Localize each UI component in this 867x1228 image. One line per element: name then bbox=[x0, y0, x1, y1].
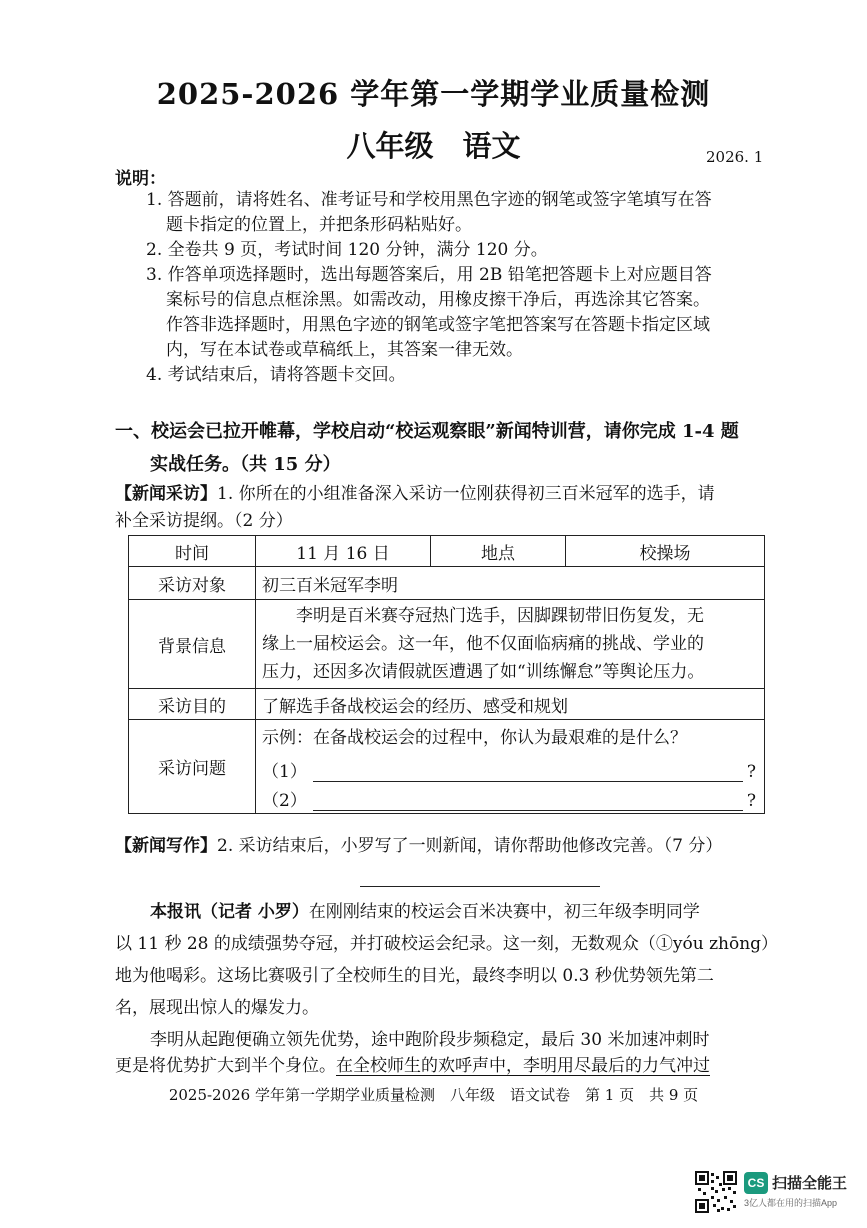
news-lead: 本报讯（记者 小罗） bbox=[150, 902, 309, 922]
question-2 bbox=[115, 834, 722, 858]
question-text: 2. 采访结束后，小罗写了一则新闻，请你帮助他修改完善。（7 分） bbox=[217, 836, 723, 856]
question-mark: ? bbox=[746, 790, 756, 811]
background-value bbox=[256, 600, 765, 689]
answer-number: （1） bbox=[262, 761, 307, 782]
background-line: 李明是百米赛夺冠热门选手，因脚踝韧带旧伤复发，无 bbox=[296, 606, 704, 626]
place-label: 地点 bbox=[431, 536, 566, 567]
table-row bbox=[129, 536, 765, 567]
exam-title: 2025-2026 学年第一学期学业质量检测 bbox=[156, 77, 711, 111]
question-text: 1. 你所在的小组准备深入采访一位刚获得初三百米冠军的选手，请 bbox=[217, 484, 715, 504]
questions-value bbox=[256, 720, 765, 814]
questions-label: 采访问题 bbox=[129, 720, 256, 814]
headline-blank[interactable] bbox=[360, 886, 600, 887]
subject-label: 采访对象 bbox=[129, 567, 256, 600]
question-1-cont: 补全采访提纲。（2 分） bbox=[115, 511, 293, 531]
qr-code-icon bbox=[695, 1171, 737, 1213]
camscanner-app-name: 扫描全能王 bbox=[772, 1175, 848, 1192]
instructions-heading: 说明： bbox=[115, 169, 166, 189]
background-label: 背景信息 bbox=[129, 600, 256, 689]
question-tag: 【新闻采访】 bbox=[115, 484, 217, 504]
section-heading: 一、校运会已拉开帷幕，学校启动“校运观察眼”新闻特训营，请你完成 1-4 题 bbox=[115, 421, 739, 442]
background-line: 缘上一届校运会。这一年，他不仅面临病痛的挑战、学业的 bbox=[262, 634, 704, 654]
news-text: 更是将优势扩大到半个身位。 bbox=[115, 1056, 336, 1076]
camscanner-tagline: 3亿人都在用的扫描App bbox=[744, 1198, 838, 1208]
page-footer: 2025-2026 学年第一学期学业质量检测 八年级 语文试卷 第 1 页 共 9 页 bbox=[168, 1086, 699, 1104]
interview-outline-table bbox=[128, 535, 765, 814]
news-line: 名，展现出惊人的爆发力。 bbox=[115, 998, 319, 1018]
question-1 bbox=[115, 482, 715, 506]
time-value: 11 月 16 日 bbox=[256, 536, 431, 567]
instruction-line: 3. 作答单项选择题时，选出每题答案后，用 2B 铅笔把答题卡上对应题目答 bbox=[146, 265, 712, 285]
answer-blank-2[interactable] bbox=[313, 793, 743, 811]
instruction-line: 案标号的信息点框涂黑。如需改动，用橡皮擦干净后，再选涂其它答案。 bbox=[166, 290, 710, 310]
time-label: 时间 bbox=[129, 536, 256, 567]
table-row bbox=[129, 720, 765, 814]
purpose-value: 了解选手备战校运会的经历、感受和规划 bbox=[256, 689, 765, 720]
instruction-line: 作答非选择题时，用黑色字迹的钢笔或签字笔把答案写在答题卡指定区域 bbox=[166, 315, 710, 335]
table-row bbox=[129, 689, 765, 720]
section-heading-cont: 实战任务。（共 15 分） bbox=[150, 454, 341, 475]
news-text: 在刚刚结束的校运会百米决赛中，初三年级李明同学 bbox=[308, 902, 700, 922]
answer-row-1 bbox=[262, 753, 758, 782]
exam-subtitle: 八年级 语文 bbox=[346, 129, 521, 163]
subject-value: 初三百米冠军李明 bbox=[256, 567, 765, 600]
news-paragraph-2: 李明从起跑便确立领先优势，途中跑阶段步频稳定，最后 30 米加速冲刺时 bbox=[150, 1030, 710, 1050]
news-line: 地为他喝彩。这场比赛吸引了全校师生的目光，最终李明以 0.3 秒优势领先第二 bbox=[115, 966, 714, 986]
answer-row-2 bbox=[262, 782, 758, 811]
instruction-line: 4. 考试结束后，请将答题卡交回。 bbox=[146, 365, 406, 385]
exam-date: 2026. 1 bbox=[706, 148, 764, 166]
news-line bbox=[115, 1050, 710, 1082]
news-paragraph-1 bbox=[150, 896, 700, 928]
instruction-line: 1. 答题前，请将姓名、准考证号和学校用黑色字迹的钢笔或签字笔填写在答 bbox=[146, 190, 712, 210]
answer-blank-1[interactable] bbox=[313, 764, 743, 782]
instruction-line: 内，写在本试卷或草稿纸上，其答案一律无效。 bbox=[166, 340, 523, 360]
table-row bbox=[129, 567, 765, 600]
underlined-sentence: 在全校师生的欢呼声中，李明用尽最后的力气冲过 bbox=[336, 1056, 710, 1076]
table-row bbox=[129, 600, 765, 689]
answer-number: （2） bbox=[262, 790, 307, 811]
camscanner-logo-icon: CS bbox=[744, 1172, 768, 1194]
question-tag: 【新闻写作】 bbox=[115, 836, 217, 856]
background-line: 压力，还因多次请假就医遭遇了如“训练懈怠”等舆论压力。 bbox=[262, 662, 705, 682]
purpose-label: 采访目的 bbox=[129, 689, 256, 720]
question-mark: ? bbox=[746, 761, 756, 782]
place-value: 校操场 bbox=[566, 536, 765, 567]
example-question: 示例：在备战校运会的过程中，你认为最艰难的是什么？ bbox=[262, 727, 687, 748]
instruction-line: 2. 全卷共 9 页，考试时间 120 分钟，满分 120 分。 bbox=[146, 240, 548, 260]
news-line: 以 11 秒 28 的成绩强势夺冠，并打破校运会纪录。这一刻，无数观众（①yóu zhōng） bbox=[115, 934, 779, 954]
instruction-line: 题卡指定的位置上，并把条形码粘贴好。 bbox=[166, 215, 472, 235]
